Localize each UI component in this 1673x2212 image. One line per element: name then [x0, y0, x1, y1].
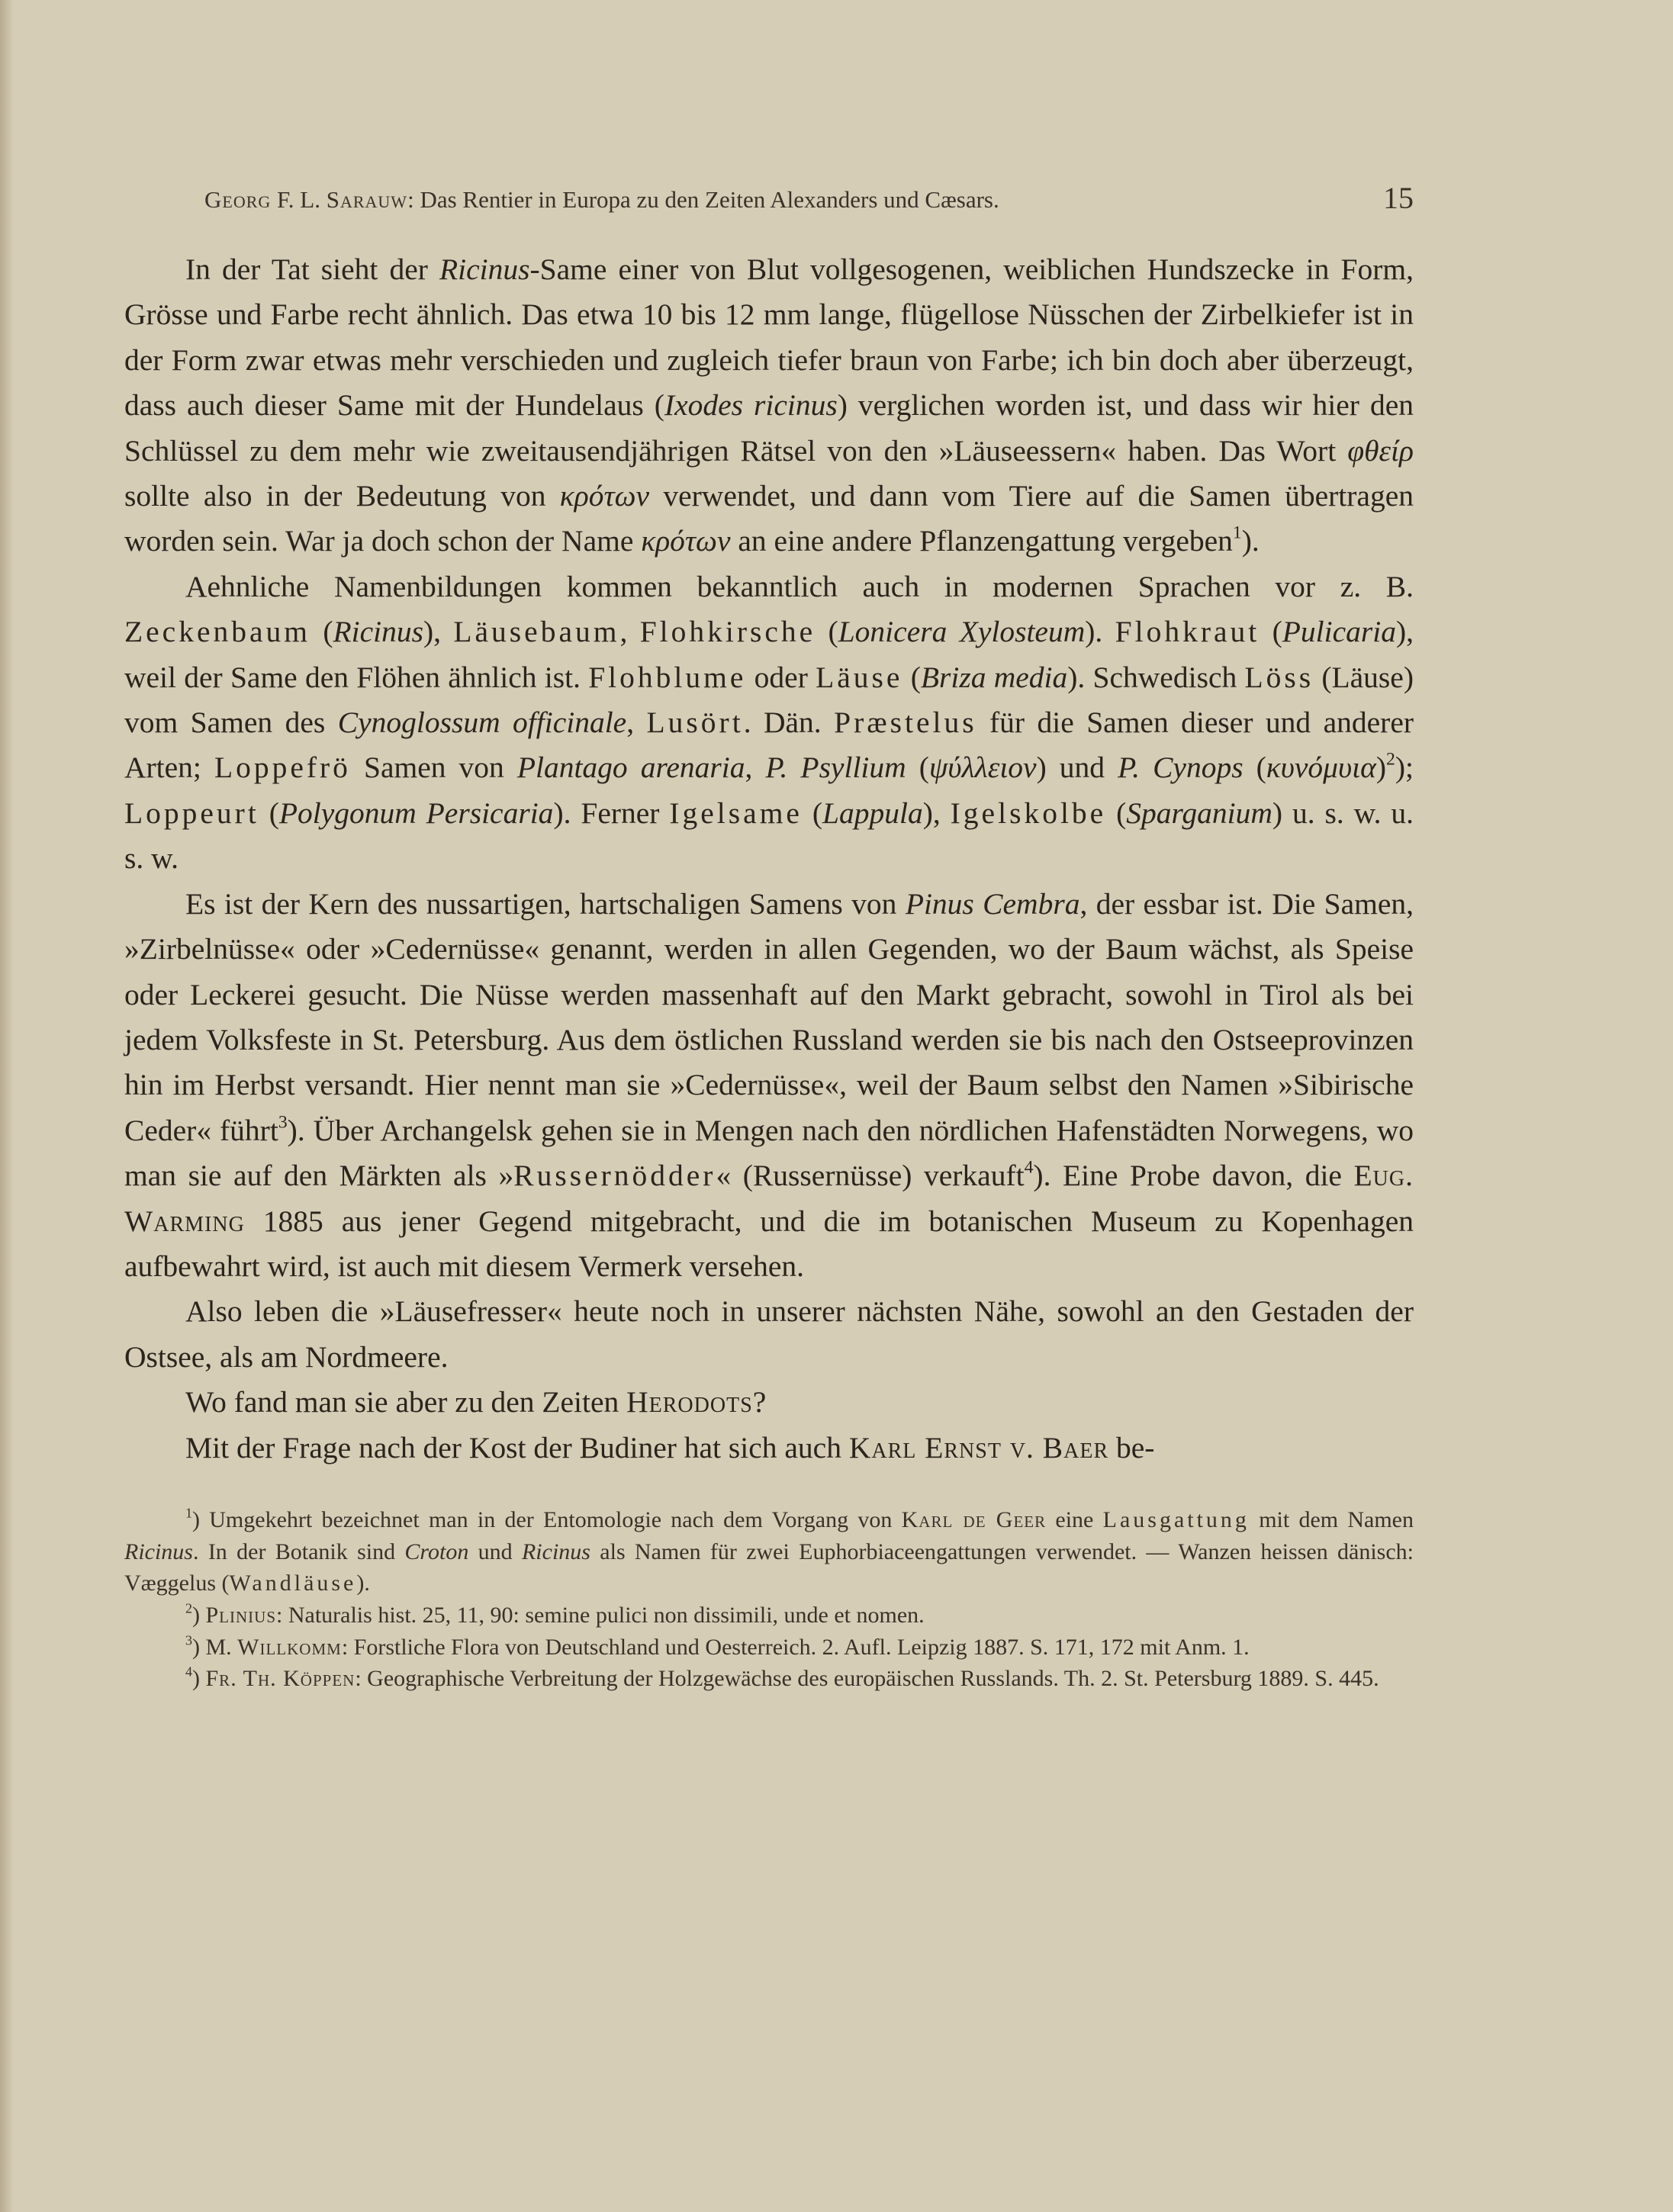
text-run: Läuse	[816, 660, 903, 694]
footnote	[124, 1600, 1414, 1632]
paragraph	[124, 247, 1414, 564]
text-run: Sparganium	[1126, 796, 1272, 830]
text-run: , der essbar ist. Die Samen, »Zirbelnüsse« oder »Cedernüsse« genannt, werden in allen Gegenden, wo der Baum wächst, als Speise oder Leckerei gesucht. Die Nüsse werden massenhaft auf den Markt gebracht, sowohl in Tirol als bei jedem Volksfeste in St. Petersburg. Aus dem östlichen Russland werden sie bis nach den Ostseeprovinzen hin im Herbst versandt. Hier nennt man sie »Cedernüsse«, weil der Baum selbst den Namen »Sibirische Ceder« führt	[124, 886, 1414, 1147]
footnote	[124, 1504, 1414, 1600]
text-run: P. Cynops	[1118, 751, 1243, 785]
text-run: Lusört	[646, 706, 744, 740]
text-run: (	[310, 615, 333, 649]
text-run: )	[192, 1603, 206, 1628]
text-run: Igelskolbe	[950, 796, 1107, 830]
running-header	[124, 172, 1414, 218]
text-run: (	[259, 796, 279, 830]
text-run: 1	[185, 1505, 192, 1521]
text-run: (	[1106, 796, 1127, 830]
text-run: mit dem Namen	[1249, 1506, 1414, 1532]
text-run: Lonicera Xylosteum	[838, 615, 1086, 649]
text-run: )	[192, 1666, 206, 1692]
text-run: )	[1375, 751, 1386, 785]
text-run: ) M.	[192, 1634, 238, 1660]
text-run: Mit der Frage nach der Kost der Budiner hat sich auch	[185, 1430, 849, 1464]
text-run: Willkomm	[237, 1634, 342, 1660]
paragraph	[124, 1426, 1414, 1471]
text-run: als Namen für zwei Euphorbiaceengattungen verwendet. — Wanzen heissen dänisch: Væggelus (	[124, 1538, 1414, 1596]
text-run: Herodots	[626, 1385, 753, 1419]
text-run: Cynoglossum officinale	[337, 706, 627, 740]
text-run: ,	[619, 615, 640, 649]
text-run: ).	[356, 1571, 370, 1596]
text-run: Ricinus	[521, 1538, 590, 1564]
text-run: κρότων	[559, 479, 650, 513]
text-run: 4	[185, 1664, 192, 1680]
text-run: Præstelus	[834, 706, 977, 740]
text-run: (	[816, 615, 838, 649]
text-run: eine	[1046, 1506, 1103, 1532]
text-run: 3	[185, 1632, 192, 1648]
text-run: sollte also in der Bedeutung von	[124, 479, 560, 513]
text-run: Flohkraut	[1115, 615, 1260, 649]
text-run: ) u. s. w. u. s. w.	[124, 796, 1414, 876]
text-run: Wandläuse	[229, 1571, 357, 1596]
text-run: Ricinus	[333, 615, 423, 649]
text-run: ) Umgekehrt bezeichnet man in der Entomologie nach dem Vorgang von	[192, 1506, 902, 1532]
text-run: ),	[922, 796, 951, 830]
text-run: Läusebaum	[453, 615, 620, 649]
paragraph	[124, 1289, 1414, 1380]
text-run: ).	[1241, 524, 1260, 558]
text-run: ) und	[1036, 751, 1118, 785]
header-author-initials: F. L.	[277, 186, 320, 213]
body-text	[124, 247, 1414, 1471]
text-run: Loppefrö	[214, 751, 351, 785]
text-run: Igelsame	[669, 796, 803, 830]
text-run: (	[802, 796, 823, 830]
text-run: Fr. Th. Köppen	[205, 1666, 356, 1692]
text-run: : Naturalis hist. 25, 11, 90: semine pulici non dissimili, unde et nomen.	[276, 1603, 925, 1628]
text-run: ). Eine Probe davon, die	[1033, 1159, 1354, 1193]
text-run: Samen von	[350, 751, 517, 785]
document-page	[124, 172, 1414, 1695]
footnote	[124, 1632, 1414, 1664]
text-run: oder	[746, 660, 816, 694]
text-run: verwendet, und dann vom Tiere auf die Samen übertragen worden sein. War ja doch schon der Name	[124, 479, 1414, 558]
text-run: an eine andere Pflanzengattung vergeben	[730, 524, 1233, 558]
paragraph	[124, 1380, 1414, 1425]
text-run: 2	[185, 1600, 192, 1616]
text-run: Ixodes ricinus	[664, 388, 838, 423]
text-run: : Geographische Verbreitung der Holzgewächse des europäischen Russlands. Th. 2. St. Petersburg 1889. S. 445.	[355, 1666, 1379, 1692]
text-run: Lausgattung	[1102, 1506, 1250, 1532]
text-run: Also leben die »Läusefresser« heute noch in unserer nächsten Nähe, sowohl an den Gestaden der Ostsee, als am Nordmeere.	[124, 1294, 1414, 1374]
text-run: Croton	[404, 1538, 469, 1564]
text-run: -Same einer von Blut vollgesogenen, weiblichen Hundszecke in Form, Grösse und Farbe recht ähnlich. Das etwa 10 bis 12 mm lange, flügellose Nüsschen der Zirbelkiefer ist in der Form zwar etwas mehr verschieden und zugleich tiefer braun von Farbe; ich bin doch aber überzeugt, dass auch dieser Same mit der Hundelaus (	[124, 252, 1414, 423]
header-text	[204, 186, 999, 214]
text-run: Karl de Geer	[901, 1506, 1047, 1532]
page-binding-shadow	[0, 0, 14, 2212]
text-run: ). Über Archangelsk gehen sie in Mengen nach den nördlichen Hafenstädten Norwegens, wo man sie auf den Märkten als »	[124, 1113, 1414, 1193]
text-run: Briza media	[920, 660, 1068, 694]
text-run: (	[902, 660, 921, 694]
text-run: . Dän.	[743, 706, 835, 740]
text-run: ). Schwedisch	[1067, 660, 1245, 694]
text-run: Wo fand man sie aber zu den Zeiten	[185, 1385, 627, 1419]
text-run: Zeckenbaum	[124, 615, 310, 649]
text-run: Lappula	[822, 796, 923, 830]
text-run: P. Psyllium	[765, 751, 906, 785]
header-author-last: Sarauw	[326, 186, 408, 213]
text-run: Plantago arenaria	[516, 751, 745, 785]
text-run: Karl Ernst v. Baer	[848, 1430, 1109, 1464]
text-run: (	[1260, 615, 1282, 649]
text-run: ,	[626, 706, 647, 740]
text-run: 1885 aus jener Gegend mitgebracht, und die im botanischen Museum zu Kopenhagen aufbewahrt wird, ist auch mit diesem Vermerk versehen.	[124, 1204, 1414, 1283]
text-run: ,	[745, 751, 766, 785]
paragraph	[124, 882, 1414, 1290]
text-run: für die Samen dieser und anderer Arten;	[124, 706, 1414, 785]
text-run: Loppeurt	[124, 796, 259, 830]
text-run: Pulicaria	[1282, 615, 1396, 649]
text-run: Russernödder	[513, 1159, 716, 1193]
text-run: Es ist der Kern des nussartigen, hartschaligen Samens von	[185, 886, 906, 921]
text-run: (	[1243, 751, 1266, 785]
text-run: Ricinus	[124, 1538, 193, 1564]
text-run: κυνόμυια	[1266, 751, 1376, 785]
text-run: . In der Botanik sind	[193, 1538, 405, 1564]
text-run: : Forstliche Flora von Deutschland und Oesterreich. 2. Aufl. Leipzig 1887. S. 171, 172 mit Anm. 1.	[341, 1634, 1250, 1660]
text-run: (Läuse) vom Samen des	[124, 660, 1414, 740]
text-run: 2	[1386, 749, 1395, 770]
text-run: ) verglichen worden ist, und dass wir hier den Schlüssel zu dem mehr wie zweitausendjährigen Rätsel von den »Läuseessern« haben. Das Wort	[124, 388, 1414, 468]
text-run: ψύλλειον	[928, 751, 1037, 785]
header-title: : Das Rentier in Europa zu den Zeiten Alexanders und Cæsars.	[407, 186, 999, 213]
text-run: Pinus Cembra	[905, 886, 1080, 921]
header-author-first: Georg	[204, 186, 272, 213]
footnotes	[124, 1504, 1414, 1695]
text-run: und	[468, 1538, 522, 1564]
text-run: Polygonum Persicaria	[278, 796, 554, 830]
text-run: Löss	[1244, 660, 1314, 694]
text-run: ?	[752, 1385, 767, 1419]
text-run: ).	[1085, 615, 1115, 649]
text-run: ), weil der Same den Flöhen ähnlich ist.	[124, 615, 1414, 694]
text-run: Ricinus	[439, 252, 530, 286]
text-run: Aehnliche Namenbildungen kommen bekanntlich auch in modernen Sprachen vor z. B.	[185, 569, 1414, 603]
text-run: ),	[423, 615, 454, 649]
text-run: Eug. Warming	[124, 1159, 1414, 1238]
paragraph	[124, 564, 1414, 882]
text-run: 1	[1232, 522, 1242, 543]
text-run: );	[1395, 751, 1414, 785]
page-number: 15	[1383, 181, 1414, 215]
text-run: « (Russernüsse) verkauft	[716, 1159, 1025, 1193]
text-run: 3	[278, 1112, 288, 1133]
text-run: 4	[1024, 1157, 1034, 1178]
text-run: Flohblume	[588, 660, 747, 694]
text-run: Flohkirsche	[639, 615, 816, 649]
text-run: φθείρ	[1347, 433, 1414, 468]
text-run: (	[906, 751, 929, 785]
text-run: be-	[1108, 1430, 1155, 1464]
text-run: ). Ferner	[553, 796, 670, 830]
text-run: Plinius	[205, 1603, 277, 1628]
footnote	[124, 1663, 1414, 1695]
text-run: In der Tat sieht der	[185, 252, 440, 286]
text-run: κρότων	[641, 524, 731, 558]
